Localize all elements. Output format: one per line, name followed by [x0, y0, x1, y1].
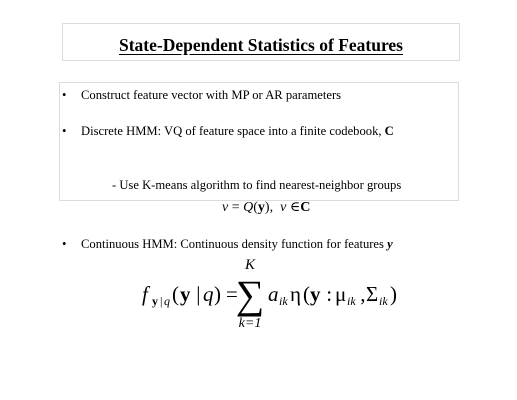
bullet-discrete-hmm — [62, 124, 394, 139]
formula-mu-sub: ik — [347, 294, 356, 308]
vq-equation — [222, 199, 310, 216]
feature-y: y — [387, 237, 393, 251]
formula-eta-close: ) — [390, 282, 397, 306]
formula-paren-open: ( — [172, 282, 179, 306]
sum-upper-limit: K — [244, 257, 256, 273]
vq-rparen: ), — [264, 200, 274, 215]
bullet-dot: • — [62, 88, 67, 102]
formula-arg-q: q — [203, 282, 214, 306]
vq-equals: = — [228, 200, 244, 215]
formula-sub-y: y — [152, 294, 158, 308]
bullet-dot: • — [62, 237, 67, 251]
formula-mu: μ — [335, 282, 347, 306]
formula-a: a — [268, 282, 279, 306]
bullet-text: Continuous HMM: Continuous density function for features — [81, 237, 388, 251]
formula-arg-bar: | — [191, 282, 206, 306]
formula-f: f — [142, 282, 148, 306]
formula-eta-y: y — [310, 282, 321, 306]
vq-c: C — [300, 200, 311, 215]
bullet-dot: • — [62, 124, 67, 138]
formula-sigma-cov: Σ — [366, 282, 379, 306]
density-formula — [0, 250, 517, 330]
vq-y: y — [257, 200, 265, 215]
bullet-feature-vector — [62, 88, 341, 103]
sum-symbol: ∑ — [235, 272, 265, 317]
formula-sub-bar: | — [160, 294, 163, 308]
vq-q: Q — [243, 200, 254, 215]
formula-equals: = — [226, 282, 238, 306]
formula-arg-y: y — [180, 282, 191, 306]
slide-title: State-Dependent Statistics of Features — [118, 35, 403, 55]
formula-colon: : — [321, 282, 338, 306]
formula-cov-sub: ik — [379, 294, 388, 308]
formula-eta-open: ( — [303, 282, 310, 306]
formula-comma: , — [355, 282, 366, 306]
formula-paren-close: ) — [214, 282, 221, 306]
sum-lower-limit: k=1 — [238, 316, 262, 330]
bullet-text: Discrete HMM: VQ of feature space into a finite codebook, — [81, 124, 385, 138]
title-box — [62, 23, 460, 61]
vq-in: ∈ — [286, 200, 301, 215]
vq-v2: v — [280, 200, 287, 215]
bullet-text: Construct feature vector with MP or AR parameters — [81, 88, 342, 102]
formula-a-sub: ik — [279, 294, 288, 308]
kmeans-sub-item: - Use K-means algorithm to find nearest-neighbor groups — [112, 178, 402, 192]
vq-lparen: ( — [253, 200, 258, 215]
formula-eta: η — [290, 282, 301, 306]
formula-sub-q: q — [164, 294, 170, 308]
codebook-symbol: C — [384, 124, 394, 138]
vq-v: v — [222, 200, 229, 215]
